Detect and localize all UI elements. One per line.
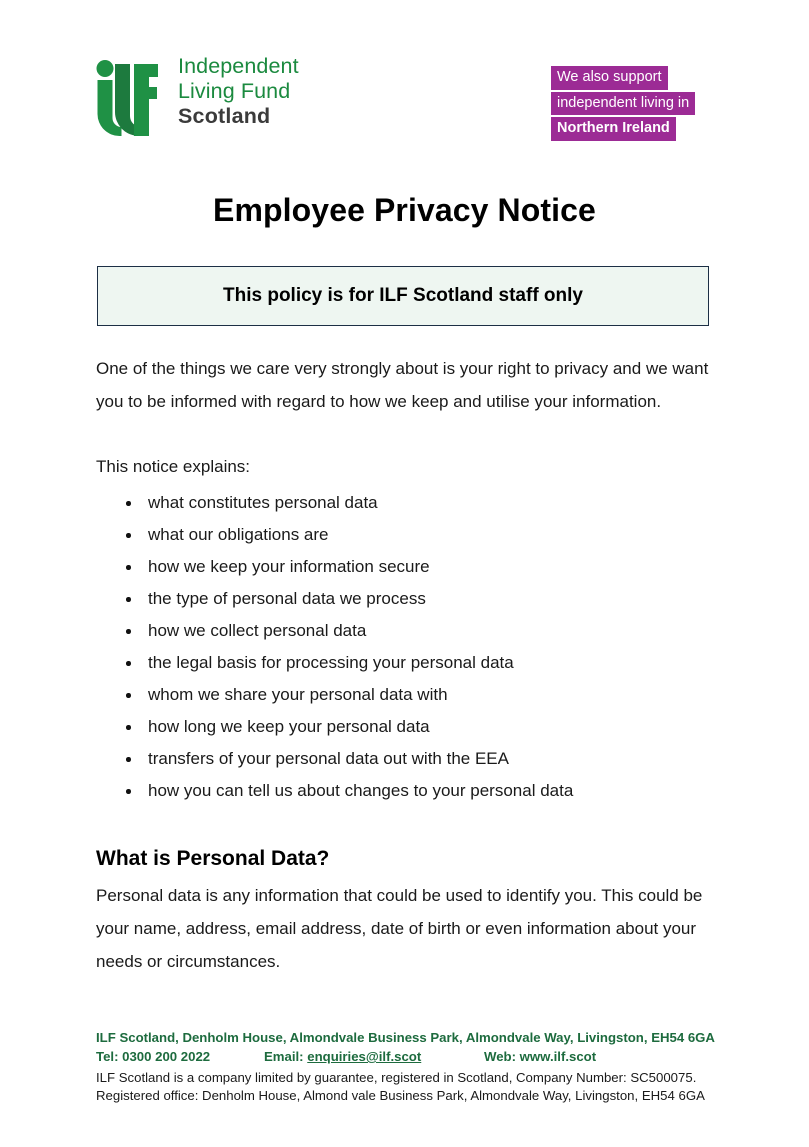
bullet-dot-icon	[126, 533, 131, 538]
spacer	[96, 807, 716, 839]
bullet-dot-icon	[126, 693, 131, 698]
ni-banner-line-2: independent living in	[551, 92, 695, 116]
footer-web-value[interactable]: www.ilf.scot	[519, 1049, 597, 1064]
intro-paragraph: One of the things we care very strongly about is your right to privacy and we want you to be informed with regard to how we keep and utilise your information.	[96, 359, 709, 411]
document-body	[96, 352, 716, 978]
list-item-label: the type of personal data we process	[148, 589, 426, 608]
bullet-dot-icon	[126, 565, 131, 570]
logo-wordmark	[178, 54, 299, 129]
explains-lead: This notice explains:	[96, 457, 251, 476]
footer-registered-office-line: Registered office: Denholm House, Almond vale Business Park, Almondvale Way, Livingston, EH54 6GA	[96, 1088, 705, 1103]
bullet-dot-icon	[126, 629, 131, 634]
document-footer	[96, 1028, 736, 1105]
list-item-label: how we keep your information secure	[148, 557, 430, 576]
list-item	[96, 647, 716, 679]
list-item	[96, 679, 716, 711]
list-item	[96, 711, 716, 743]
staff-only-notice-box	[97, 266, 709, 326]
staff-only-notice-text: This policy is for ILF Scotland staff only	[223, 285, 583, 306]
northern-ireland-banner	[551, 66, 695, 143]
footer-contact-row	[96, 1047, 736, 1066]
ilf-logo-icon	[96, 56, 166, 136]
list-item	[96, 487, 716, 519]
list-item	[96, 775, 716, 807]
list-item-label: how you can tell us about changes to your personal data	[148, 781, 574, 800]
list-item-label: transfers of your personal data out with the EEA	[148, 749, 509, 768]
document-header	[0, 0, 809, 160]
logo-line-scotland: Scotland	[178, 103, 271, 128]
list-item-label: the legal basis for processing your personal data	[148, 653, 514, 672]
list-item-label: how we collect personal data	[148, 621, 367, 640]
footer-address: ILF Scotland, Denholm House, Almondvale Business Park, Almondvale Way, Livingston, EH54 6GA	[96, 1030, 715, 1045]
footer-email	[264, 1047, 484, 1066]
bullet-dot-icon	[126, 597, 131, 602]
ni-banner-line-3: Northern Ireland	[551, 117, 676, 141]
footer-email-label: Email:	[264, 1049, 304, 1064]
footer-email-link[interactable]: enquiries@ilf.scot	[307, 1049, 422, 1064]
logo-line-independent: Independent	[178, 54, 299, 78]
ni-banner-line-1: We also support	[551, 66, 668, 90]
footer-company-line: ILF Scotland is a company limited by guarantee, registered in Scotland, Company Number: SC500075.	[96, 1070, 697, 1085]
list-item	[96, 519, 716, 551]
notice-explains-list	[96, 487, 716, 807]
bullet-dot-icon	[126, 789, 131, 794]
list-item	[96, 551, 716, 583]
logo-line-living-fund: Living Fund	[178, 78, 291, 103]
list-item-label: what constitutes personal data	[148, 493, 378, 512]
list-item	[96, 615, 716, 647]
footer-web-label: Web:	[484, 1049, 516, 1064]
bullet-dot-icon	[126, 661, 131, 666]
footer-telephone: Tel: 0300 200 2022	[96, 1049, 211, 1064]
bullet-dot-icon	[126, 725, 131, 730]
page-title: Employee Privacy Notice	[213, 192, 596, 228]
list-item	[96, 743, 716, 775]
list-item	[96, 583, 716, 615]
bullet-dot-icon	[126, 501, 131, 506]
section-heading-what-is-personal-data: What is Personal Data?	[96, 847, 330, 870]
bullet-dot-icon	[126, 757, 131, 762]
list-item-label: what our obligations are	[148, 525, 329, 544]
list-item-label: whom we share your personal data with	[148, 685, 448, 704]
footer-web	[484, 1047, 596, 1066]
section-paragraph: Personal data is any information that could be used to identify you. This could be your name, address, email address, date of birth or even information about your needs or circumstances.	[96, 886, 703, 971]
ilf-scotland-logo	[96, 56, 299, 136]
list-item-label: how long we keep your personal data	[148, 717, 430, 736]
spacer	[96, 418, 716, 450]
